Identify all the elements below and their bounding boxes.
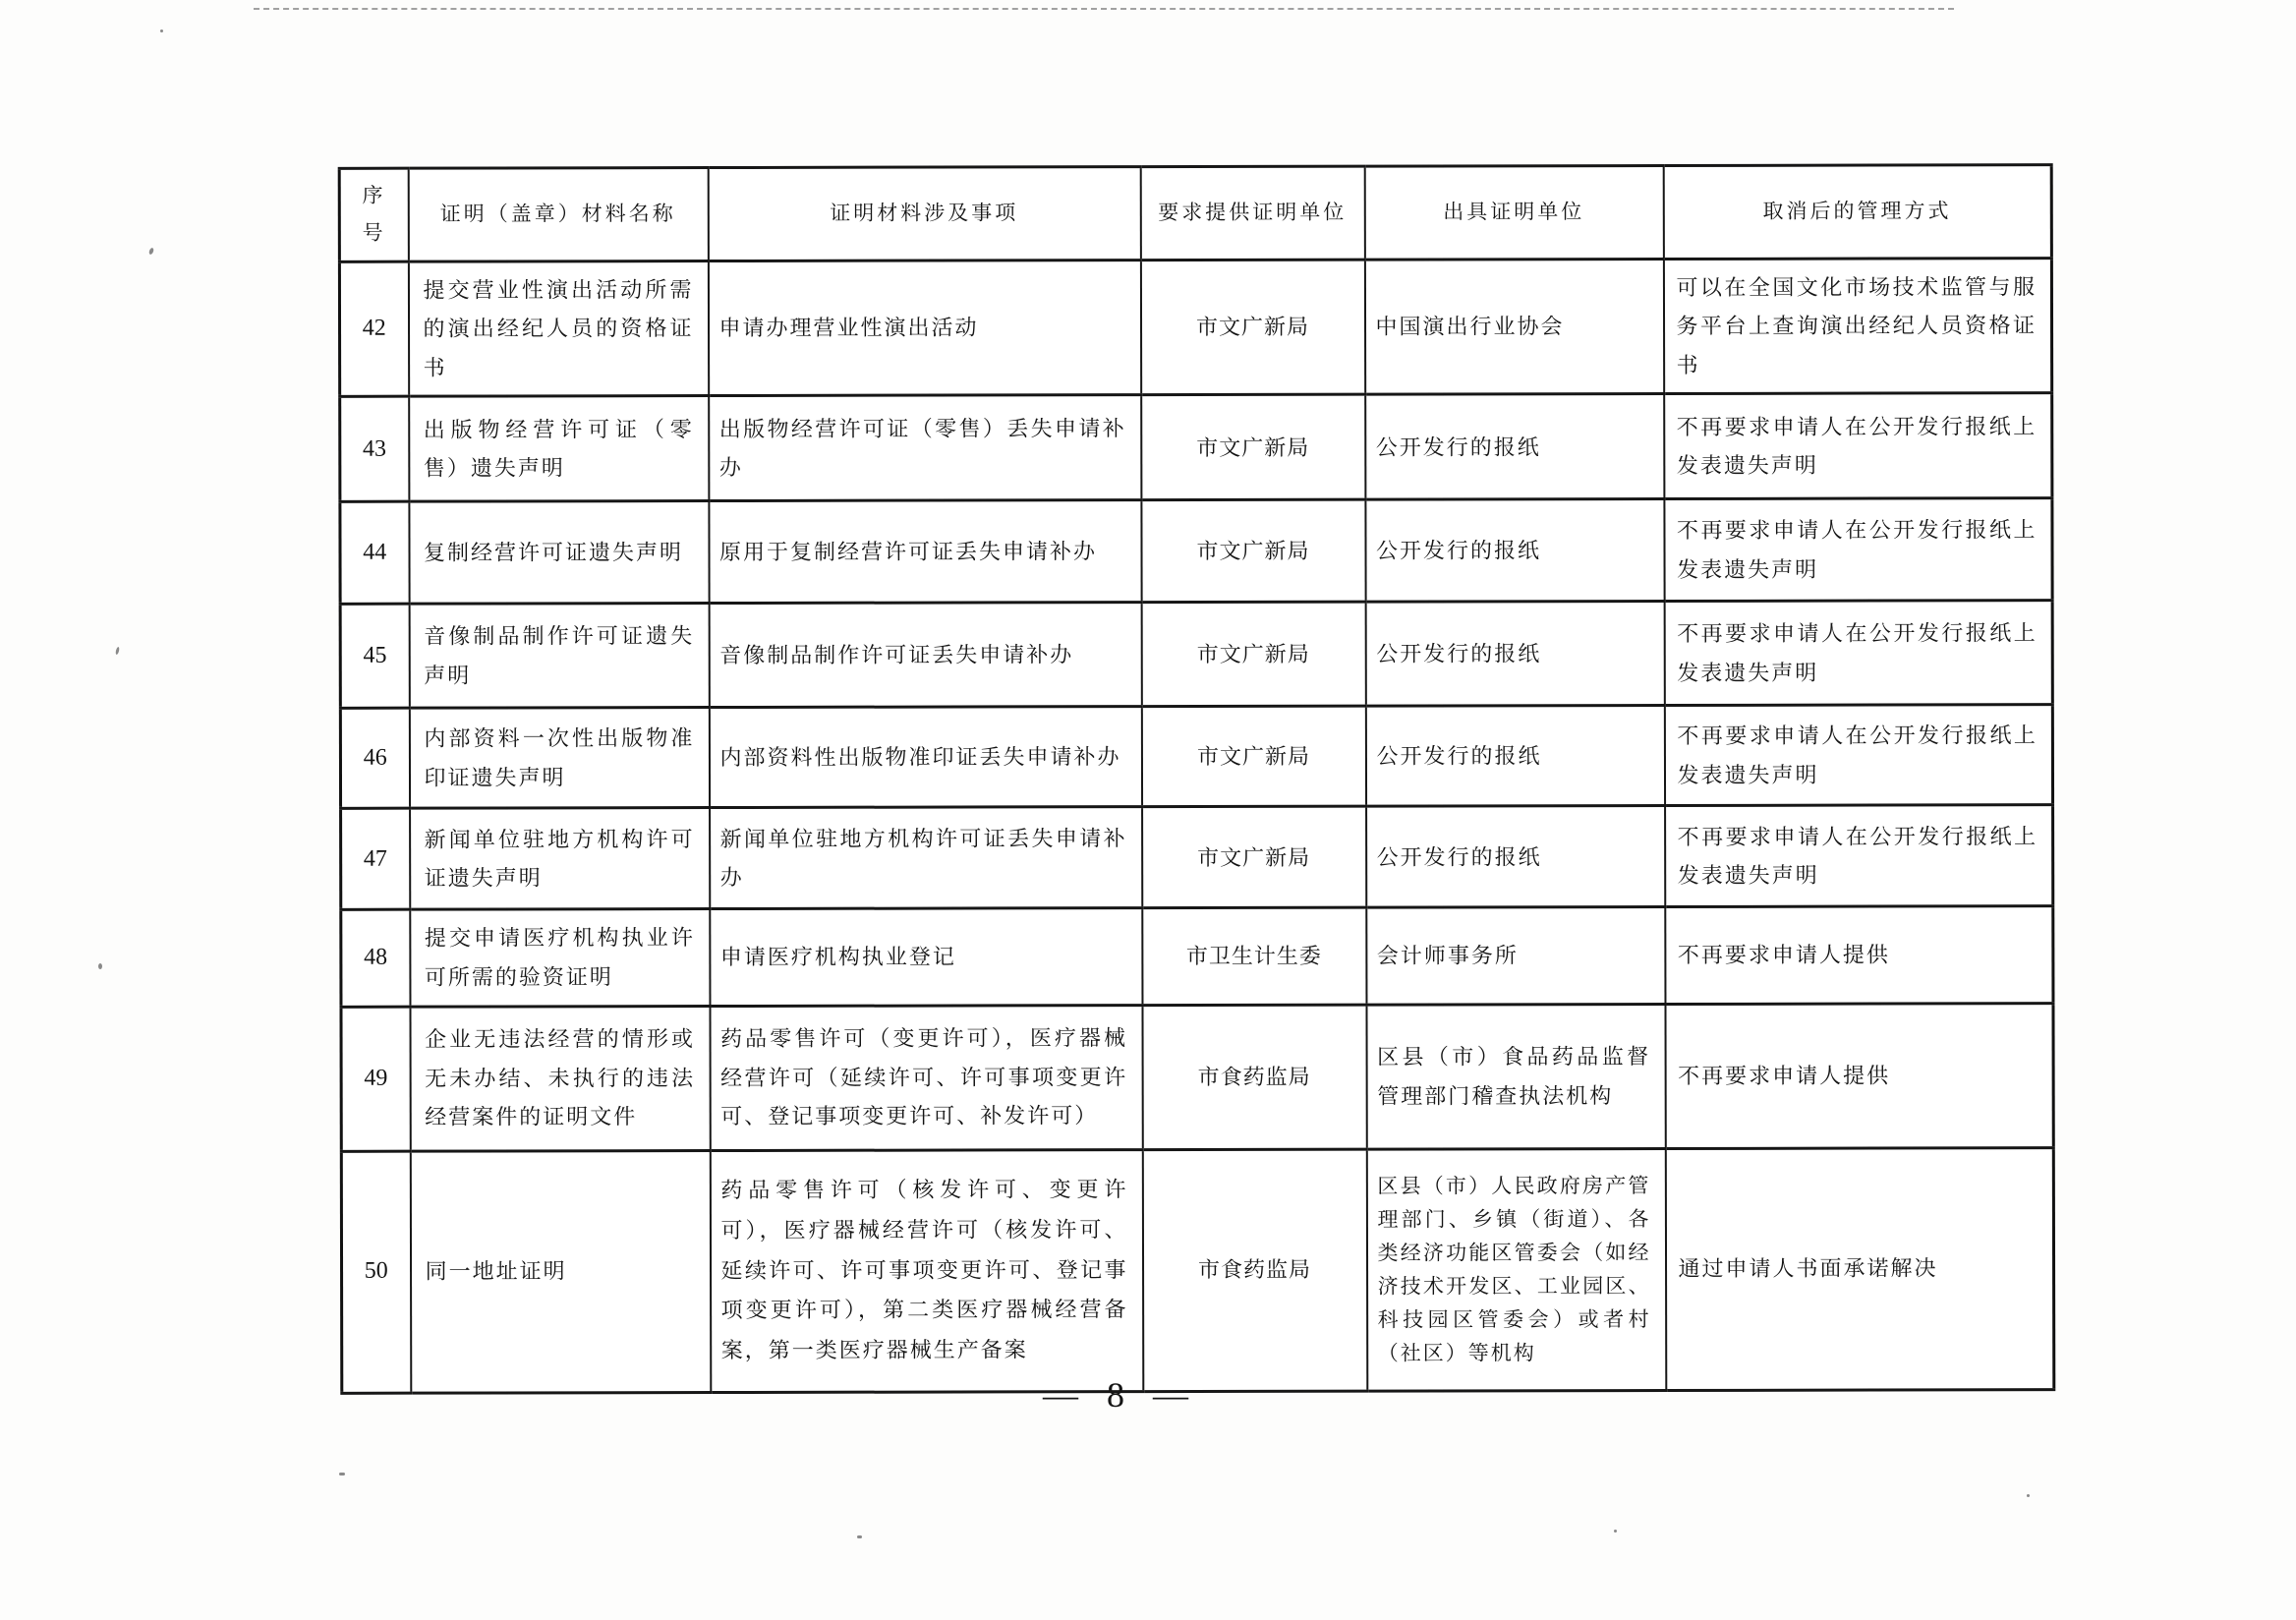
cell-management-method: 不再要求申请人在公开发行报纸上发表遗失声明 bbox=[1664, 601, 2052, 706]
cell-management-method: 不再要求申请人在公开发行报纸上发表遗失声明 bbox=[1665, 805, 2053, 907]
cell-seq-no: 49 bbox=[341, 1007, 410, 1151]
cell-management-method: 通过申请人书面承诺解决 bbox=[1665, 1147, 2054, 1390]
column-header: 证明（盖章）材料名称 bbox=[408, 168, 708, 261]
cell-requiring-unit: 市文广新局 bbox=[1140, 260, 1364, 395]
cell-material-name: 复制经营许可证遗失声明 bbox=[409, 501, 709, 605]
table-header-row bbox=[339, 165, 2051, 261]
cell-issuing-unit: 区县（市）人民政府房产管理部门、乡镇（街道）、各类经济功能区管委会（如经济技术开发区、工业园区、科技园区管委会）或者村（社区）等机构 bbox=[1366, 1148, 1666, 1391]
column-header: 取消后的管理方式 bbox=[1663, 165, 2051, 259]
cancelled-certificates-table bbox=[338, 163, 2056, 1394]
column-header: 序号 bbox=[339, 168, 408, 261]
scan-speck bbox=[1614, 1530, 1617, 1533]
page-number: — 8 — bbox=[1043, 1375, 1198, 1415]
cell-seq-no: 48 bbox=[341, 910, 410, 1007]
cell-issuing-unit: 公开发行的报纸 bbox=[1365, 602, 1664, 707]
table-row bbox=[341, 805, 2053, 910]
table-row bbox=[340, 393, 2052, 502]
table-row bbox=[341, 906, 2053, 1007]
cell-requiring-unit: 市文广新局 bbox=[1141, 395, 1365, 500]
cell-management-method: 不再要求申请人在公开发行报纸上发表遗失声明 bbox=[1664, 393, 2052, 499]
cell-matter: 出版物经营许可证（零售）丢失申请补办 bbox=[709, 395, 1141, 501]
cell-issuing-unit: 公开发行的报纸 bbox=[1365, 394, 1664, 500]
cell-seq-no: 46 bbox=[340, 709, 409, 809]
table-row bbox=[341, 1147, 2054, 1393]
cell-seq-no: 43 bbox=[340, 397, 409, 502]
cell-matter: 原用于复制经营许可证丢失申请补办 bbox=[709, 500, 1141, 604]
cell-requiring-unit: 市食药监局 bbox=[1142, 1005, 1366, 1149]
cell-matter: 申请办理营业性演出活动 bbox=[708, 260, 1140, 396]
cell-material-name: 新闻单位驻地方机构许可证遗失声明 bbox=[410, 808, 710, 910]
scan-speck bbox=[98, 963, 102, 969]
cell-requiring-unit: 市文广新局 bbox=[1141, 500, 1365, 603]
column-header: 出具证明单位 bbox=[1364, 166, 1663, 260]
table-row bbox=[341, 1003, 2053, 1151]
cell-requiring-unit: 市文广新局 bbox=[1141, 603, 1365, 707]
cell-management-method: 不再要求申请人提供 bbox=[1665, 906, 2053, 1004]
cell-management-method: 可以在全国文化市场技术监管与服务平台上查询演出经纪人员资格证书 bbox=[1663, 258, 2051, 394]
cell-seq-no: 45 bbox=[340, 605, 409, 709]
scan-artifact-line bbox=[254, 8, 1954, 10]
cell-requiring-unit: 市食药监局 bbox=[1142, 1149, 1367, 1391]
cell-material-name: 音像制品制作许可证遗失声明 bbox=[409, 604, 709, 709]
cell-matter: 音像制品制作许可证丢失申请补办 bbox=[709, 603, 1141, 708]
scan-speck bbox=[857, 1535, 862, 1538]
cell-matter: 药品零售许可（核发许可、变更许可），医疗器械经营许可（核发许可、延续许可、许可事项变更许可、登记事项变更许可），第二类医疗器械经营备案，第一类医疗器械生产备案 bbox=[710, 1149, 1143, 1392]
cell-seq-no: 50 bbox=[341, 1151, 411, 1393]
cell-management-method: 不再要求申请人在公开发行报纸上发表遗失声明 bbox=[1664, 498, 2052, 602]
scan-speck bbox=[148, 248, 154, 256]
cell-requiring-unit: 市文广新局 bbox=[1142, 807, 1366, 908]
scan-speck bbox=[2027, 1494, 2030, 1497]
cell-issuing-unit: 公开发行的报纸 bbox=[1366, 806, 1665, 908]
cell-matter: 申请医疗机构执业登记 bbox=[710, 908, 1142, 1006]
cell-matter: 药品零售许可（变更许可），医疗器械经营许可（延续许可、许可事项变更许可、登记事项变更许可、补发许可） bbox=[710, 1005, 1142, 1150]
cell-material-name: 出版物经营许可证（零售）遗失声明 bbox=[409, 396, 709, 502]
cell-issuing-unit: 会计师事务所 bbox=[1366, 907, 1665, 1005]
cell-material-name: 提交申请医疗机构执业许可所需的验资证明 bbox=[410, 909, 710, 1007]
cell-material-name: 内部资料一次性出版物准印证遗失声明 bbox=[409, 708, 709, 809]
cell-management-method: 不再要求申请人提供 bbox=[1665, 1003, 2053, 1148]
cell-requiring-unit: 市卫生计生委 bbox=[1142, 908, 1366, 1006]
cell-issuing-unit: 区县（市）食品药品监督管理部门稽查执法机构 bbox=[1366, 1004, 1665, 1149]
cell-issuing-unit: 公开发行的报纸 bbox=[1365, 706, 1664, 807]
table-row bbox=[339, 258, 2051, 396]
cell-material-name: 提交营业性演出活动所需的演出经纪人员的资格证书 bbox=[408, 260, 708, 396]
cell-seq-no: 44 bbox=[340, 502, 409, 605]
scan-speck bbox=[339, 1473, 345, 1475]
column-header: 要求提供证明单位 bbox=[1140, 166, 1364, 260]
table-row bbox=[340, 601, 2052, 709]
column-header: 证明材料涉及事项 bbox=[708, 167, 1140, 261]
cell-matter: 新闻单位驻地方机构许可证丢失申请补办 bbox=[710, 807, 1142, 909]
scan-speck bbox=[160, 29, 163, 32]
table-header-row bbox=[339, 165, 2051, 261]
cell-management-method: 不再要求申请人在公开发行报纸上发表遗失声明 bbox=[1664, 705, 2052, 806]
cell-issuing-unit: 中国演出行业协会 bbox=[1364, 259, 1663, 394]
table-row bbox=[340, 705, 2052, 809]
cell-seq-no: 42 bbox=[339, 261, 408, 397]
cell-issuing-unit: 公开发行的报纸 bbox=[1365, 499, 1664, 603]
cell-requiring-unit: 市文广新局 bbox=[1141, 707, 1365, 807]
cell-seq-no: 47 bbox=[341, 809, 410, 910]
table-row bbox=[340, 498, 2052, 605]
cell-material-name: 企业无违法经营的情形或无未办结、未执行的违法经营案件的证明文件 bbox=[410, 1006, 710, 1151]
cell-matter: 内部资料性出版物准印证丢失申请补办 bbox=[709, 707, 1141, 808]
table-body bbox=[339, 258, 2053, 1393]
cell-material-name: 同一地址证明 bbox=[410, 1150, 711, 1393]
scan-speck bbox=[115, 647, 120, 655]
